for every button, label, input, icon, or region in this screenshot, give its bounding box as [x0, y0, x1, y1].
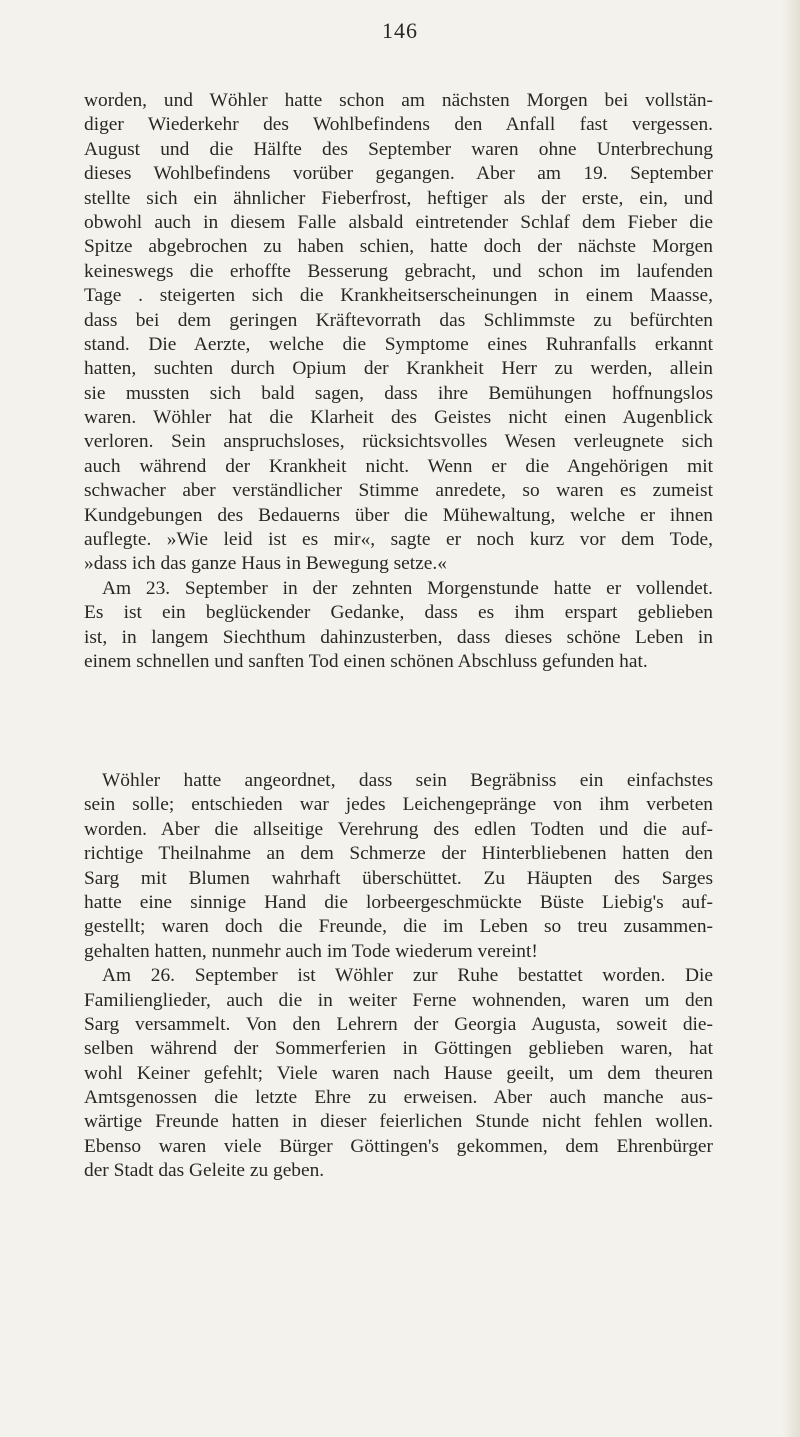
text-line: Tage . steigerten sich die Krankheitserscheinungen in einem Maasse,: [84, 285, 713, 307]
text-line: dass bei dem geringen Kräftevorrath das Schlimmste zu befürchten: [84, 309, 713, 331]
paragraph-2: [84, 577, 713, 675]
text-line: Wöhler hatte angeordnet, dass sein Begräbniss ein einfachstes: [102, 770, 713, 791]
text-line: Am 23. September in der zehnten Morgenstunde hatte er vollendet.: [102, 577, 713, 599]
text-line: dieses Wohlbefindens vorüber gegangen. Aber am 19. September: [84, 163, 713, 185]
text-line: obwohl auch in diesem Falle alsbald eintretender Schlaf dem Fieber die: [84, 211, 713, 233]
text-line: selben während der Sommerferien in Göttingen geblieben waren, hat: [84, 1038, 713, 1060]
text-line: schwacher aber verständlicher Stimme anredete, so waren es zumeist: [84, 480, 713, 502]
text-line: hatte eine sinnige Hand die lorbeergeschmückte Büste Liebig's auf-: [84, 891, 713, 913]
page-edge: [782, 0, 800, 1437]
text-line: »dass ich das ganze Haus in Bewegung setze.«: [84, 553, 447, 575]
text-line: gestellt; waren doch die Freunde, die im Leben so treu zusammen-: [84, 916, 713, 938]
text-line: Sarg versammelt. Von den Lehrern der Georgia Augusta, soweit die-: [84, 1013, 713, 1035]
text-line: Am 26. September ist Wöhler zur Ruhe bestattet worden. Die: [102, 965, 713, 987]
text-block-top: [84, 89, 713, 674]
text-line: waren. Wöhler hat die Klarheit des Geistes nicht einen Augenblick: [84, 407, 713, 429]
text-line: keineswegs die erhoffte Besserung gebracht, und schon im laufenden: [84, 260, 713, 282]
text-line: diger Wiederkehr des Wohlbefindens den Anfall fast vergessen.: [84, 114, 713, 136]
text-line: hatten, suchten durch Opium der Krankheit Herr zu werden, allein: [84, 358, 713, 380]
page-number: 146: [382, 18, 418, 43]
paragraph-1: [84, 89, 713, 577]
text-line: sie mussten sich bald sagen, dass ihre Bemühungen hoffnungslos: [84, 382, 713, 404]
text-line: ist, in langem Siechthum dahinzusterben, dass dieses schöne Leben in: [84, 626, 713, 648]
text-line: Spitze abgebrochen zu haben schien, hatte doch der nächste Morgen: [84, 236, 713, 258]
text-line: wohl Keiner gefehlt; Viele waren nach Hause geeilt, um dem theuren: [84, 1062, 713, 1084]
text-block-bottom: [84, 769, 713, 1184]
text-line: sein solle; entschieden war jedes Leichengepränge von ihm verbeten: [84, 794, 713, 816]
text-line: verloren. Sein anspruchsloses, rücksichtsvolles Wesen verleugnete sich: [84, 431, 713, 453]
paragraph-4: [84, 964, 713, 1184]
text-line: Ebenso waren viele Bürger Göttingen's gekommen, dem Ehrenbürger: [84, 1135, 713, 1157]
text-line: auflegte. »Wie leid ist es mir«, sagte er noch kurz vor dem Tode,: [84, 529, 713, 551]
text-line: richtige Theilnahme an dem Schmerze der Hinterbliebenen hatten den: [84, 843, 713, 865]
text-line: Es ist ein beglückender Gedanke, dass es ihm erspart geblieben: [84, 602, 713, 624]
text-line: der Stadt das Geleite zu geben.: [84, 1160, 325, 1182]
text-line: Familienglieder, auch die in weiter Ferne wohnenden, waren um den: [84, 989, 713, 1011]
text-line: gehalten hatten, nunmehr auch im Tode wiederum vereint!: [84, 940, 538, 962]
text-line: August und die Hälfte des September waren ohne Unterbrechung: [84, 138, 713, 160]
text-line: Sarg mit Blumen wahrhaft überschüttet. Zu Häupten des Sarges: [84, 867, 713, 889]
text-line: einem schnellen und sanften Tod einen schönen Abschluss gefunden hat.: [84, 650, 648, 672]
text-line: auch während der Krankheit nicht. Wenn er die Angehörigen mit: [84, 455, 713, 477]
text-line: stellte sich ein ähnlicher Fieberfrost, heftiger als der erste, ein, und: [84, 187, 713, 209]
text-line: worden, und Wöhler hatte schon am nächsten Morgen bei vollstän-: [84, 90, 713, 111]
text-line: worden. Aber die allseitige Verehrung des edlen Todten und die auf-: [84, 818, 713, 840]
text-line: stand. Die Aerzte, welche die Symptome eines Ruhranfalls erkannt: [84, 333, 713, 355]
text-line: wärtige Freunde hatten in dieser feierlichen Stunde nicht fehlen wollen.: [84, 1111, 713, 1133]
text-line: Amtsgenossen die letzte Ehre zu erweisen. Aber auch manche aus-: [84, 1087, 713, 1109]
text-line: Kundgebungen des Bedauerns über die Mühewaltung, welche er ihnen: [84, 504, 713, 526]
paragraph-3: [84, 769, 713, 964]
